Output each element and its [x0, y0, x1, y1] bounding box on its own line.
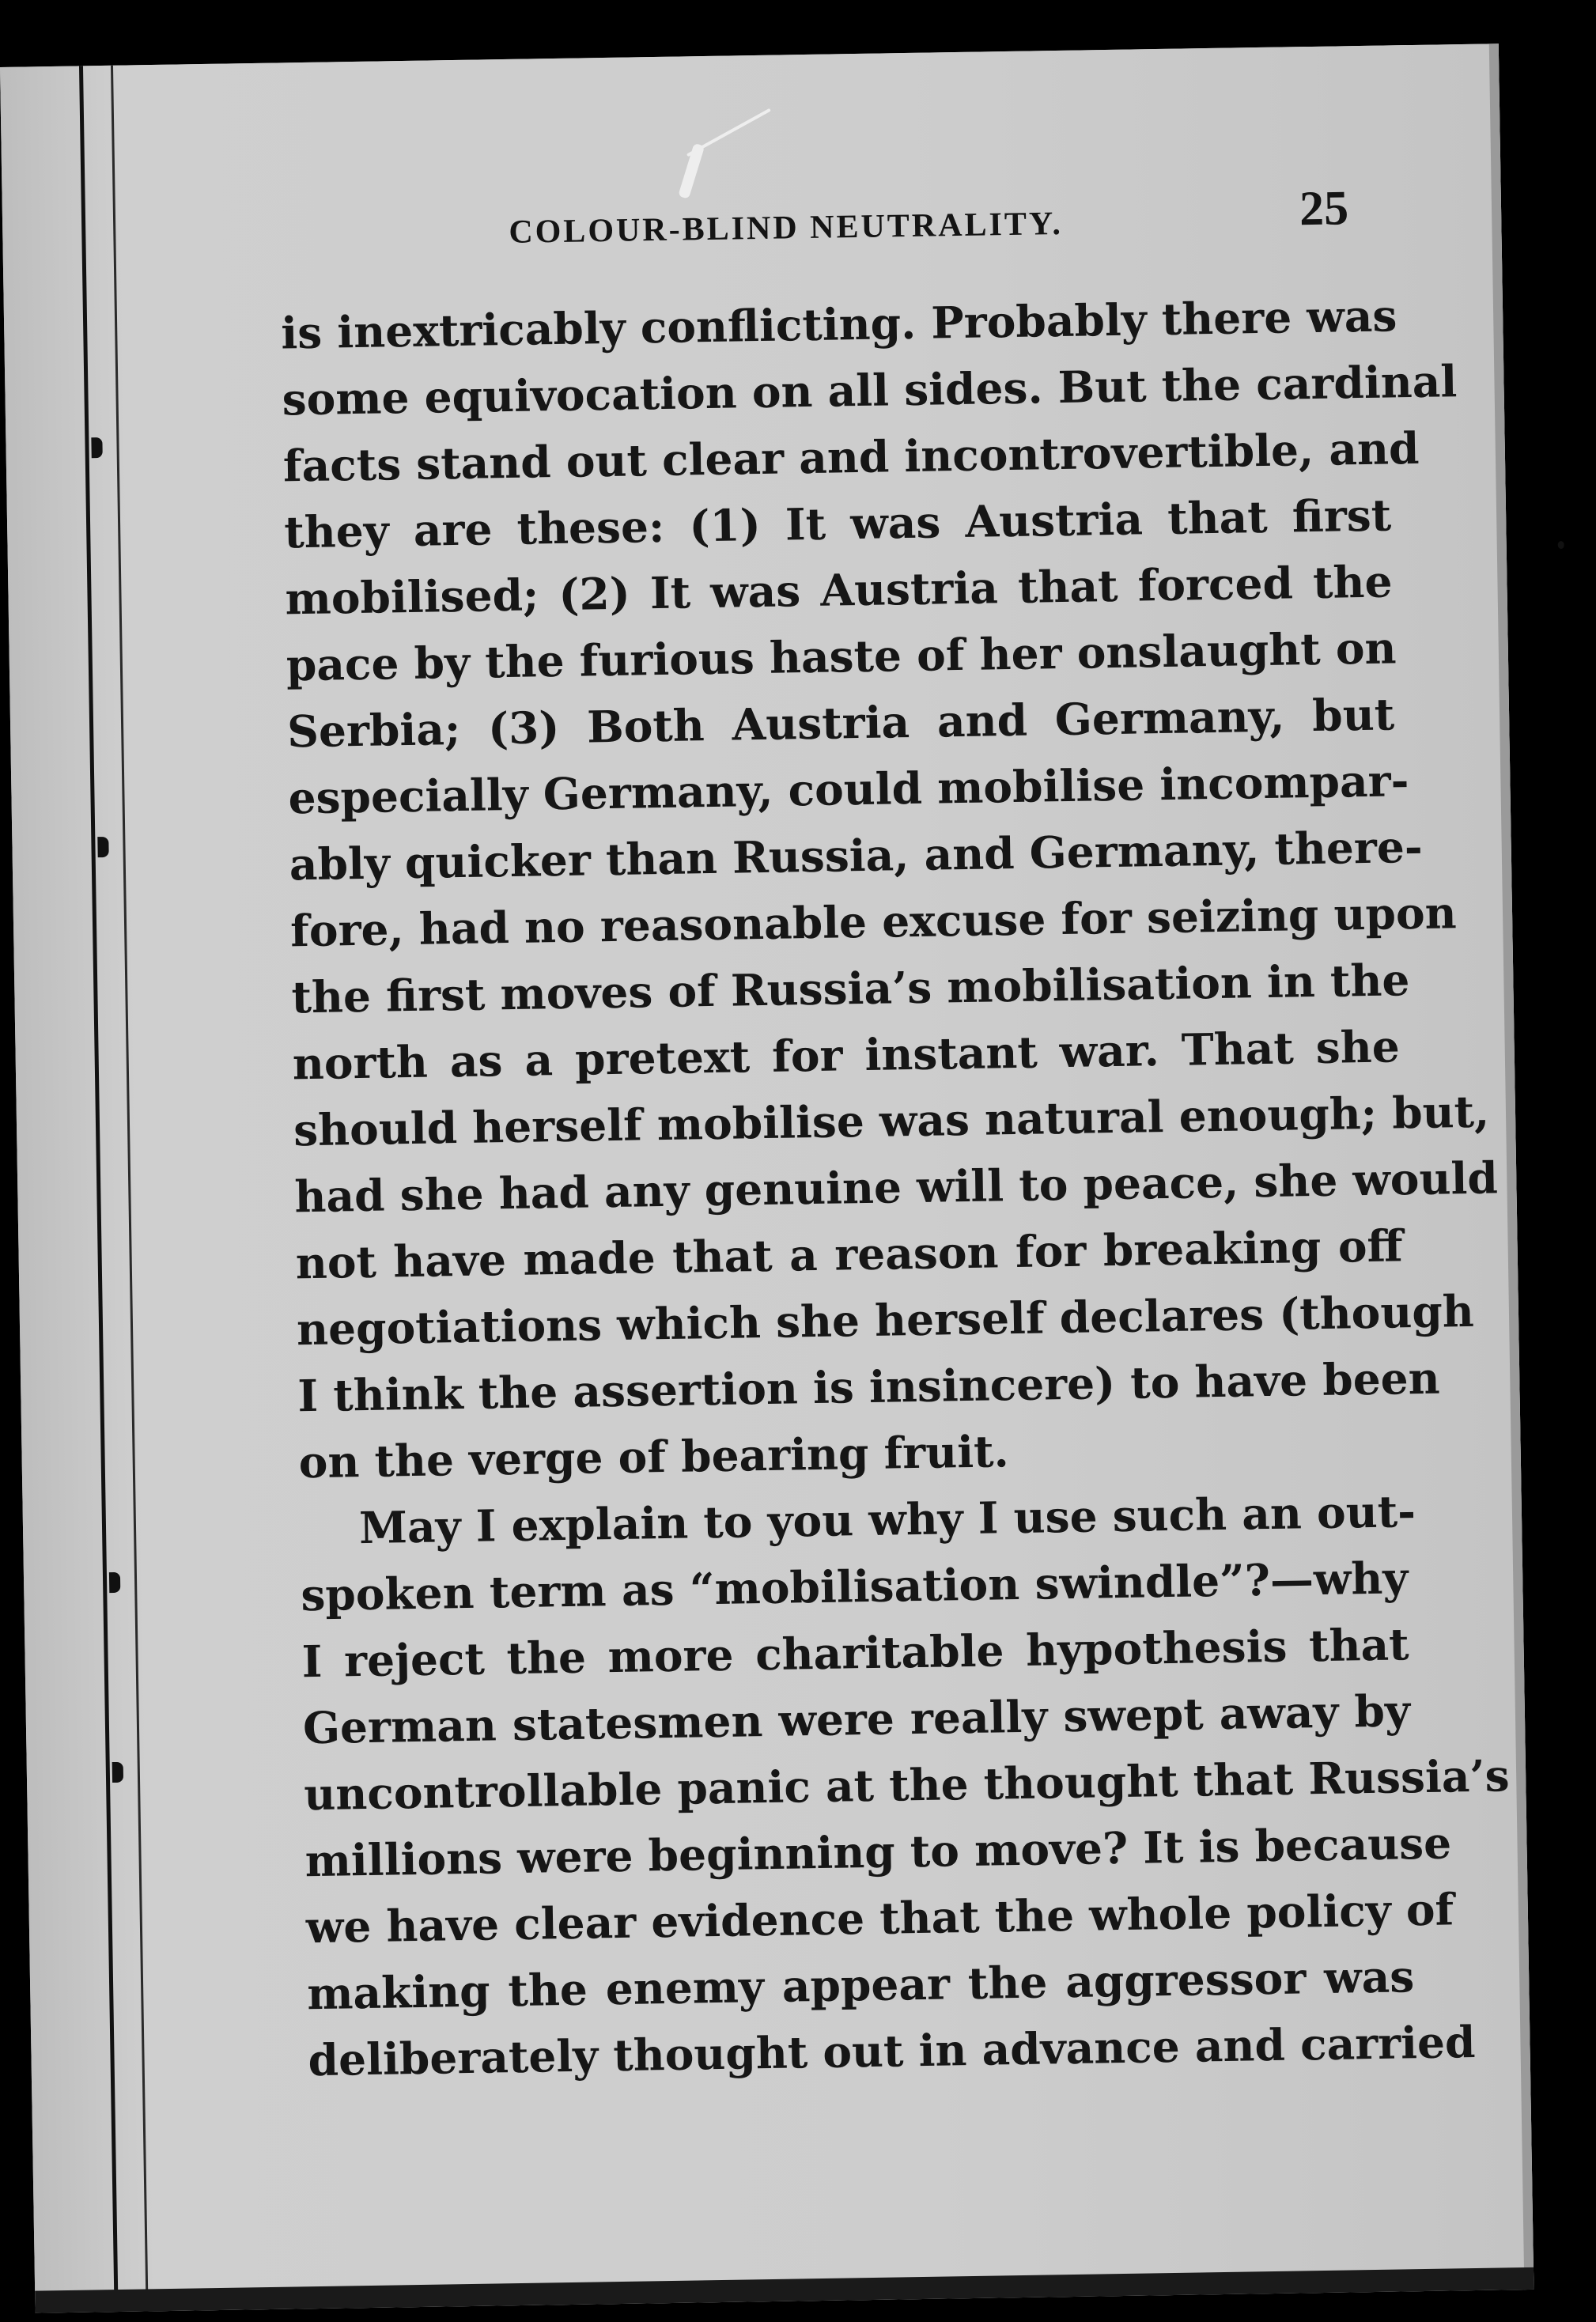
text-line: on the verge of bearing fruit.: [298, 1425, 1010, 1488]
text-line: the first moves of Russia’s mobilisation in the: [291, 954, 1410, 1023]
pencil-mark: [678, 143, 705, 199]
paragraph-2: [299, 1478, 1511, 2093]
text-line: German statesmen were really swept away by: [302, 1685, 1411, 1754]
binding-stitch-mark: [112, 1762, 123, 1783]
text-line: uncontrollable panic at the thought that Russia’s: [303, 1749, 1511, 1821]
binding-stitch-mark: [109, 1572, 120, 1593]
text-line: deliberately thought out in advance and carried: [308, 2016, 1476, 2086]
text-line: some equivocation on all sides. But the cardinal: [282, 355, 1458, 425]
text-line: making the enemy appear the aggressor was: [306, 1950, 1415, 2020]
binding-stitch-mark: [97, 837, 108, 857]
text-line: millions were beginning to move? It is because: [304, 1817, 1452, 1887]
paragraph-1: [280, 282, 1499, 1496]
text-line: spoken term as “mobilisation swindle”?—why: [300, 1552, 1409, 1621]
text-line: mobilised; (2) It was Austria that forced the: [285, 555, 1393, 625]
book-page: [0, 43, 1534, 2313]
text-line: May I explain to you why I use such an out-: [358, 1485, 1416, 1554]
text-line: I reject the more charitable hypothesis that: [301, 1618, 1410, 1688]
binding-margin-line: [79, 66, 119, 2312]
text-line: they are these: (1) It was Austria that first: [283, 489, 1392, 558]
page-number: 25: [1299, 181, 1349, 236]
text-line: north as a pretext for instant war. That she: [292, 1020, 1401, 1090]
text-line: is inextricably conflicting. Probably there was: [280, 289, 1397, 359]
ink-speck: [1558, 541, 1564, 549]
text-line: negotiations which she herself declares (though: [296, 1284, 1475, 1356]
text-line: facts stand out clear and incontrovertible, and: [282, 422, 1420, 492]
page-bottom-edge: [35, 2267, 1534, 2313]
text-line: not have made that a reason for breaking off: [295, 1220, 1404, 1289]
text-line: ably quicker than Russia, and Germany, there-: [289, 820, 1424, 891]
inner-margin-line: [111, 66, 149, 2312]
text-line: fore, had no reasonable excuse for seizing upon: [289, 887, 1458, 957]
text-line: Serbia; (3) Both Austria and Germany, but: [286, 688, 1395, 758]
body-text: [280, 282, 1511, 2093]
running-head: COLOUR-BLIND NEUTRALITY.: [508, 205, 1064, 251]
text-line: especially Germany, could mobilise incompar-: [288, 754, 1409, 824]
binding-stitch-mark: [91, 437, 102, 458]
text-line: I think the assertion is insincere) to have been: [297, 1352, 1441, 1422]
text-line: should herself mobilise was natural enough; but,: [293, 1085, 1490, 1156]
text-line: we have clear evidence that the whole policy of: [305, 1883, 1454, 1953]
text-line: pace by the furious haste of her onslaught on: [286, 622, 1397, 691]
text-line: had she had any genuine will to peace, she would: [293, 1152, 1499, 1223]
